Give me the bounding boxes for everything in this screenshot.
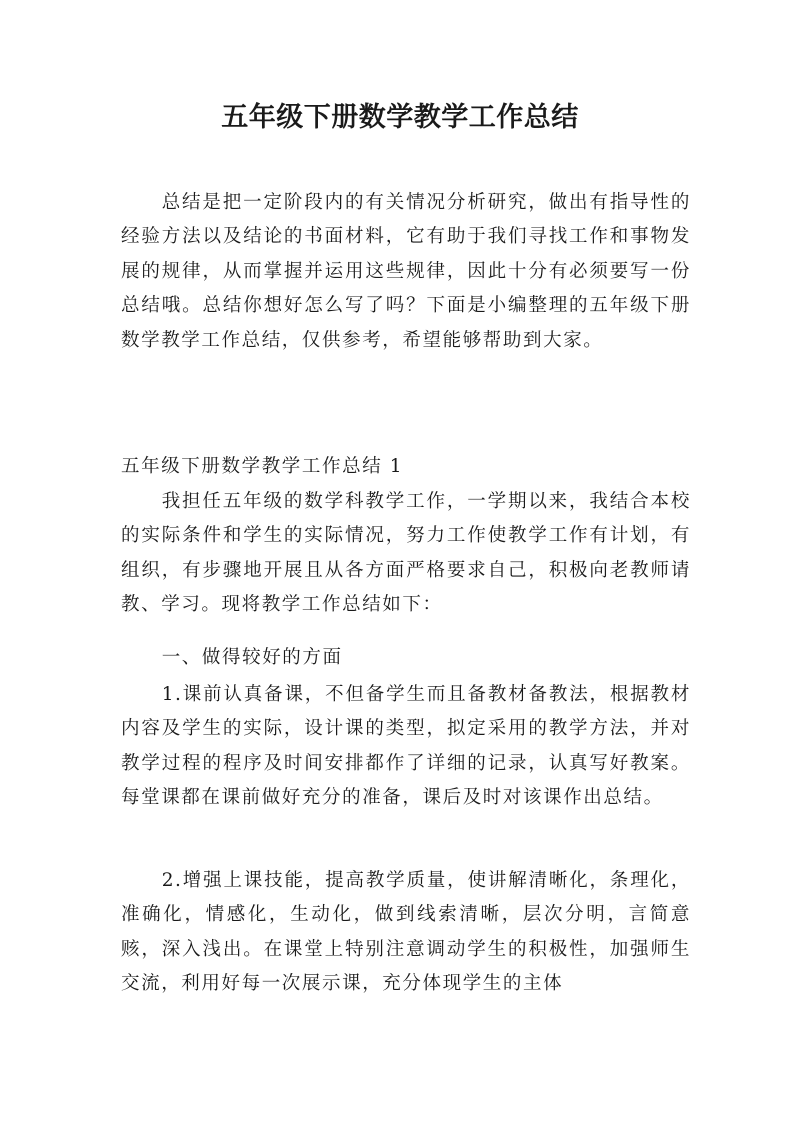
intro-paragraph: 总结是把一定阶段内的有关情况分析研究，做出有指导性的经验方法以及结论的书面材料，它有助于我们寻找工作和事物发展的规律，从而掌握并运用这些规律，因此十分有必须要写一份总结哦。总结你想好怎么写了吗？下面是小编整理的五年级下册数学教学工作总结，仅供参考，希望能够帮助到大家。	[121, 192, 691, 351]
list-item: 2.增强上课技能，提高教学质量，使讲解清晰化，条理化，准确化，情感化，生动化，做到线索清晰，层次分明，言简意赅，深入浅出。在课堂上特别注意调动学生的积极性，加强师生交流，利用好每一次展示课，充分体现学生的主体	[121, 870, 691, 995]
list-item: 1.课前认真备课，不但备学生而且备教材备教法，根据教材内容及学生的实际，设计课的类型，拟定采用的教学方法，并对教学过程的程序及时间安排都作了详细的记录，认真写好教案。每堂课都在课前做好充分的准备，课后及时对该课作出总结。	[121, 684, 691, 809]
subheading: 一、做得较好的方面	[161, 647, 343, 668]
section-paragraph: 我担任五年级的数学科教学工作，一学期以来，我结合本校的实际条件和学生的实际情况，努力工作使教学工作有计划，有组织，有步骤地开展且从各方面严格要求自己，积极向老教师请教、学习。现将教学工作总结如下：	[121, 491, 691, 616]
document-title: 五年级下册数学教学工作总结	[221, 102, 579, 133]
section-heading: 五年级下册数学教学工作总结 1	[121, 456, 404, 477]
